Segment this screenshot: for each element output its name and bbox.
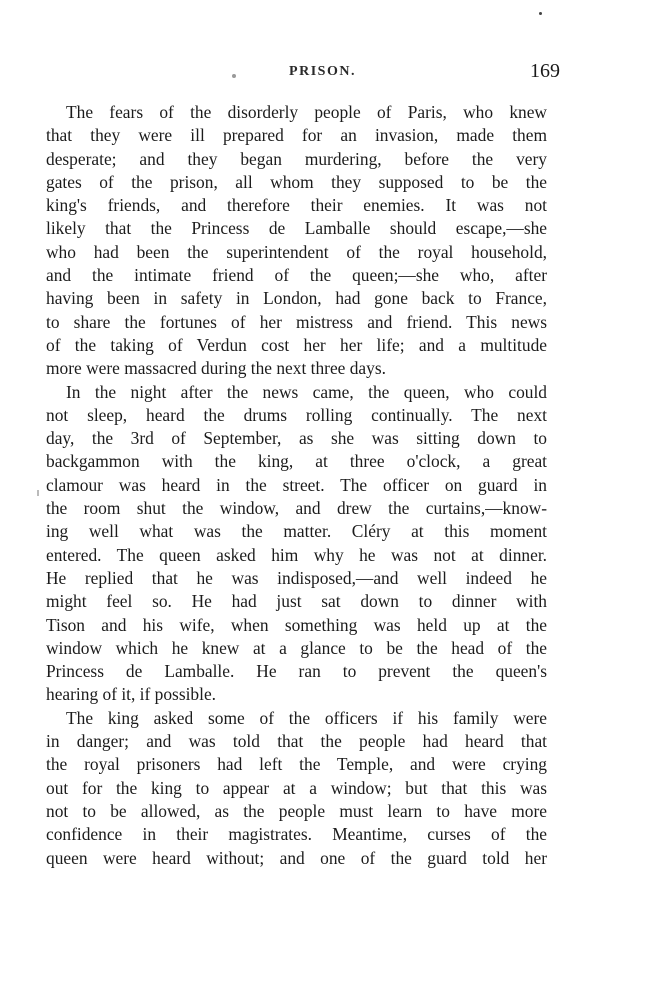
text-line: the room shut the window, and drew the curtains,—know-	[46, 498, 547, 519]
text-line: hearing of it, if possible.	[46, 684, 217, 705]
text-line: might feel so. He had just sat down to dinner with	[46, 591, 547, 612]
text-line: The king asked some of the officers if his family were	[66, 707, 547, 728]
text-line: queen were heard without; and one of the guard told her	[46, 847, 547, 868]
paragraph	[46, 381, 547, 707]
text-line: the royal prisoners had left the Temple, and were crying	[46, 754, 547, 775]
text-line: likely that the Princess de Lamballe should escape,—she	[46, 218, 547, 239]
text-line: that they were ill prepared for an invasion, made them	[46, 125, 547, 146]
text-line: desperate; and they began murdering, before the very	[46, 148, 547, 169]
text-line: confidence in their magistrates. Meantime, curses of the	[46, 824, 547, 845]
text-line: having been in safety in London, had gone back to France,	[46, 288, 547, 309]
text-line: entered. The queen asked him why he was not at dinner.	[46, 544, 547, 565]
page-number: 169	[530, 60, 560, 82]
text-line: Princess de Lamballe. He ran to prevent the queen's	[46, 661, 547, 682]
text-line: Tison and his wife, when something was held up at the	[46, 614, 547, 635]
text-line: ing well what was the matter. Cléry at this moment	[46, 521, 547, 542]
text-line: clamour was heard in the street. The officer on guard in	[46, 474, 547, 495]
text-line: day, the 3rd of September, as she was sitting down to	[46, 428, 547, 449]
text-line: window which he knew at a glance to be the head of the	[46, 637, 547, 658]
paragraph	[46, 707, 547, 870]
text-line: He replied that he was indisposed,—and well indeed he	[46, 567, 547, 588]
text-line: gates of the prison, all whom they supposed to be the	[46, 171, 547, 192]
text-line: The fears of the disorderly people of Paris, who knew	[66, 102, 547, 122]
text-line: not to be allowed, as the people must learn to have more	[46, 800, 547, 821]
text-line: king's friends, and therefore their enemies. It was not	[46, 195, 547, 216]
text-line: In the night after the news came, the queen, who could	[66, 381, 547, 402]
text-line: out for the king to appear at a window; but that this was	[46, 777, 547, 798]
body-text	[46, 101, 547, 870]
margin-mark	[37, 490, 39, 496]
page-header	[0, 60, 645, 90]
running-title: PRISON.	[289, 64, 356, 79]
ink-speck	[539, 12, 542, 15]
text-line: to share the fortunes of her mistress and friend. This news	[46, 311, 547, 332]
text-line: not sleep, heard the drums rolling continually. The next	[46, 404, 547, 425]
text-line: backgammon with the king, at three o'clock, a great	[46, 451, 547, 472]
text-line: more were massacred during the next three days.	[46, 358, 386, 379]
text-line: in danger; and was told that the people had heard that	[46, 731, 547, 752]
text-line: and the intimate friend of the queen;—she who, after	[46, 265, 547, 286]
text-line: of the taking of Verdun cost her her life; and a multitude	[46, 334, 547, 355]
text-line: who had been the superintendent of the royal household,	[46, 241, 547, 262]
paragraph	[46, 101, 547, 381]
